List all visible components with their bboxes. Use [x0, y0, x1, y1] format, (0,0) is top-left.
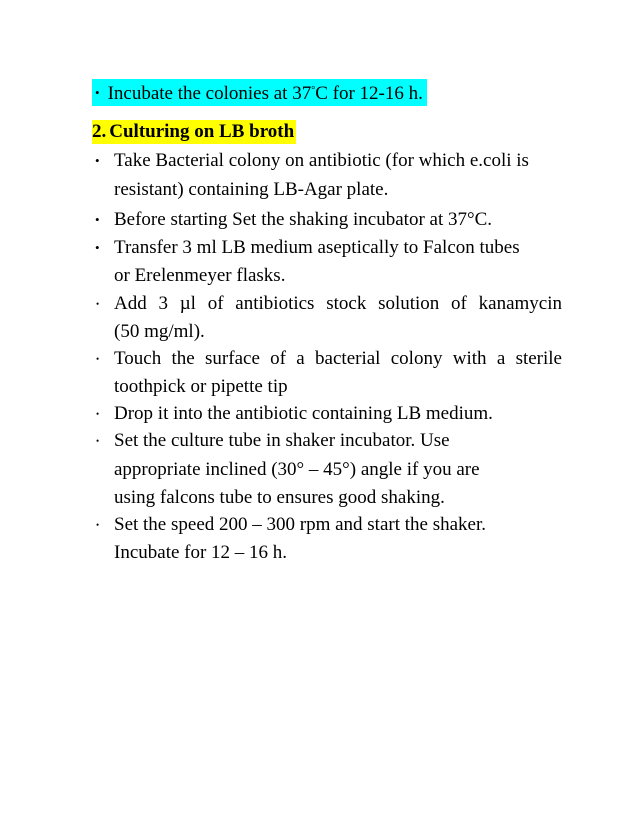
bullet-6-line-1: Drop it into the antibiotic containing LB medium.: [114, 403, 493, 424]
intro-text-suffix: C for 12-16 h.: [315, 83, 423, 104]
bullet-8-line-2: Incubate for 12 – 16 h.: [114, 542, 288, 563]
bullet-marker: •: [96, 299, 100, 309]
heading-number: 2.: [92, 121, 107, 142]
intro-highlight: [92, 79, 427, 106]
bullet-1-line-1: Take Bacterial colony on antibiotic (for which e.coli is: [114, 150, 529, 171]
bullet-marker: •: [96, 409, 100, 419]
bullet-1-line-2: resistant) containing LB-Agar plate.: [114, 179, 389, 200]
heading-highlight: [92, 120, 296, 144]
bullet-7-line-3: using falcons tube to ensures good shaking.: [114, 487, 445, 508]
bullet-4-line-2: (50 mg/ml).: [114, 321, 205, 342]
bullet-7-line-1: Set the culture tube in shaker incubator. Use: [114, 430, 450, 451]
bullet-5-line-1: Touch the surface of a bacterial colony with a sterile: [114, 348, 562, 369]
intro-bullet: [92, 79, 427, 106]
bullet-3-line-2: or Erelenmeyer flasks.: [114, 265, 286, 286]
bullet-5-line-2: toothpick or pipette tip: [114, 376, 288, 397]
bullet-marker: •: [95, 153, 100, 168]
bullet-marker: •: [95, 212, 100, 227]
bullet-8-line-1: Set the speed 200 – 300 rpm and start the shaker.: [114, 514, 487, 535]
intro-text-prefix: Incubate the colonies at 37: [107, 83, 312, 104]
bullet-3-line-1: Transfer 3 ml LB medium aseptically to Falcon tubes: [114, 237, 520, 258]
bullet-2-line-1: Before starting Set the shaking incubator at 37°C.: [114, 209, 493, 230]
heading-title: Culturing on LB broth: [109, 121, 295, 142]
intro-bullet-marker: •: [95, 85, 100, 100]
bullet-marker: •: [96, 354, 100, 364]
bullet-marker: •: [96, 520, 100, 530]
bullet-4-line-1: Add 3 µl of antibiotics stock solution of kanamycin: [114, 293, 562, 314]
intro-degree: °: [311, 85, 316, 96]
section-heading: [92, 120, 296, 144]
bullet-marker: •: [95, 240, 100, 255]
bullet-marker: •: [96, 436, 100, 446]
bullet-7-line-2: appropriate inclined (30° – 45°) angle if you are: [114, 459, 480, 480]
